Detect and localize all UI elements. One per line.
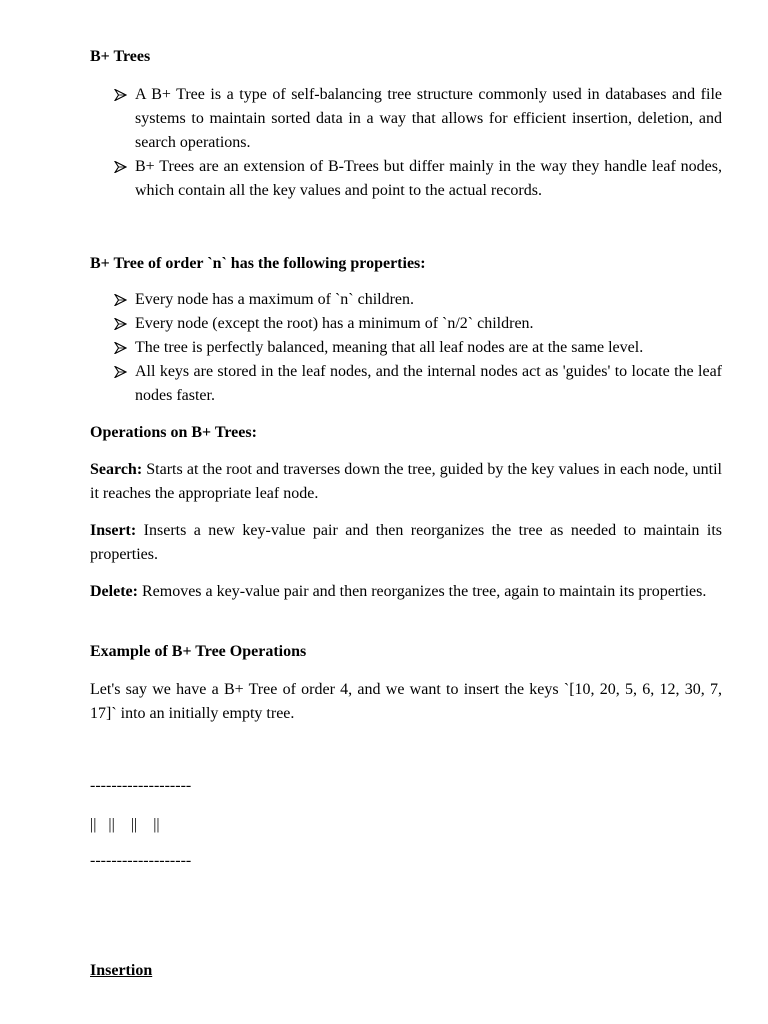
list-item-text: A B+ Tree is a type of self-balancing tree structure commonly used in databases and file systems to maintain sorted data in a way that allows for efficient insertion, deletion, and search operations. [135,86,722,151]
arrow-bullet-icon [114,312,128,336]
search-paragraph [90,458,722,506]
search-label: Search: [90,461,143,478]
section-title-example: Example of B+ Tree Operations [90,643,307,660]
properties-bullet-list [90,288,722,408]
arrow-bullet-icon [114,360,128,384]
arrow-bullet-icon [114,155,128,179]
search-text: Starts at the root and traverses down the tree, guided by the key values in each node, until it reaches the appropriate leaf node. [90,461,722,502]
list-item-text: All keys are stored in the leaf nodes, and the internal nodes act as 'guides' to locate the leaf nodes faster. [135,363,722,404]
intro-bullet-list [90,83,722,203]
list-item-text: Every node (except the root) has a minimum of `n/2` children. [135,315,534,332]
delete-label: Delete: [90,583,138,600]
list-item-text: B+ Trees are an extension of B-Trees but differ mainly in the way they handle leaf nodes, which contain all the key values and point to the actual records. [135,158,722,199]
delete-paragraph [90,580,722,604]
arrow-bullet-icon [114,288,128,312]
list-item-text: Every node has a maximum of `n` children. [135,291,415,308]
diagram-bottom-border: ------------------- [90,852,192,869]
section-title-properties: B+ Tree of order `n` has the following properties: [90,255,426,272]
list-item [90,360,722,408]
arrow-bullet-icon [114,336,128,360]
list-item [90,155,722,203]
list-item [90,336,722,360]
list-item [90,83,722,155]
insert-text: Inserts a new key-value pair and then reorganizes the tree as needed to maintain its properties. [90,522,722,563]
insert-paragraph [90,519,722,567]
list-item [90,288,722,312]
section-title-b-plus-trees: B+ Trees [90,48,151,65]
section-title-insertion: Insertion [90,962,153,979]
diagram-top-border: ------------------- [90,777,192,794]
insert-label: Insert: [90,522,137,539]
delete-text: Removes a key-value pair and then reorganizes the tree, again to maintain its properties. [137,583,707,600]
diagram-node-separators: || || || || [90,816,160,833]
list-item-text: The tree is perfectly balanced, meaning that all leaf nodes are at the same level. [135,339,644,356]
section-title-operations: Operations on B+ Trees: [90,424,257,441]
list-item [90,312,722,336]
example-paragraph: Let's say we have a B+ Tree of order 4, and we want to insert the keys `[10, 20, 5, 6, 12, 30, 7, 17]` into an initially empty tree. [90,681,722,722]
arrow-bullet-icon [114,83,128,107]
